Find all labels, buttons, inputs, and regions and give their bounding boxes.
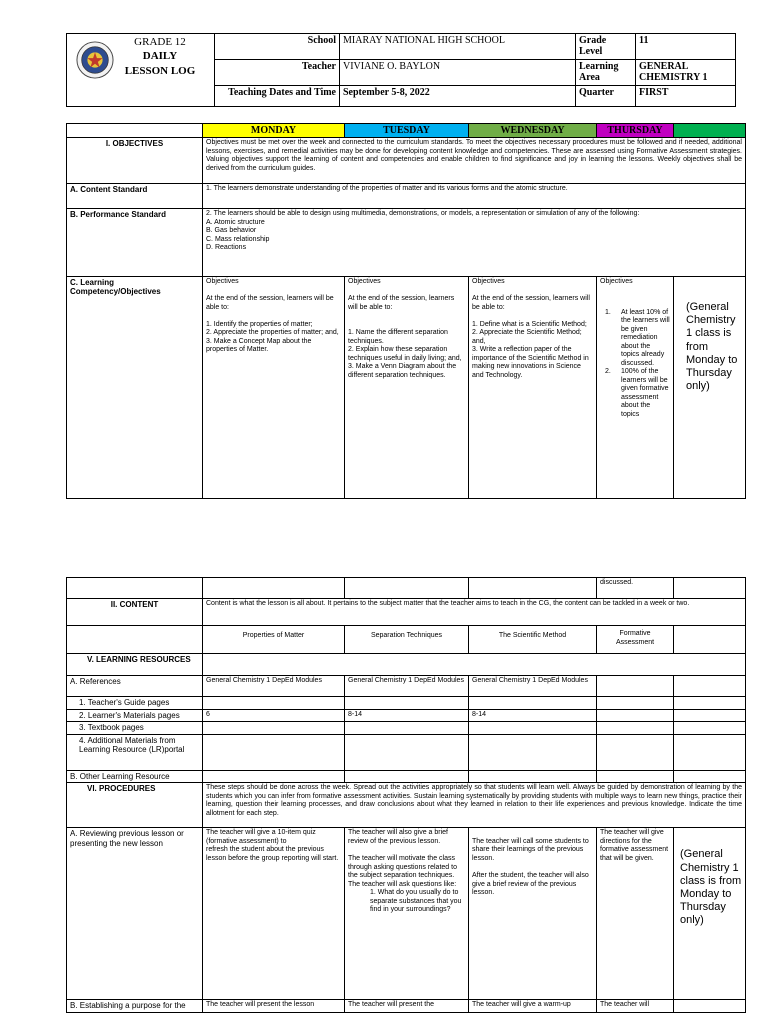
lm-wednesday: 8-14 bbox=[469, 709, 597, 722]
ref-wednesday: General Chemistry 1 DepEd Modules bbox=[469, 676, 597, 697]
procedures-text: These steps should be done across the week. Spread out the activities appropriately so that students will learn well. Always be guided by demonstration of learning by the students which you can infer from formative assessment activities. Sustain learning systematically by providing students with multiple ways to learn new things, practice their learning, question their learning processes, and draw conclusions about what they learned in relation to their life experiences and previous knowledge. Indicate the time allotment for each step. bbox=[203, 783, 746, 828]
thursday-objectives-title: Objectives bbox=[600, 278, 633, 285]
topic-thursday: Formative Assessment bbox=[597, 626, 674, 654]
topic-wednesday: The Scientific Method bbox=[469, 626, 597, 654]
resources-label: V. LEARNING RESOURCES bbox=[67, 654, 203, 676]
ref-tuesday: General Chemistry 1 DepEd Modules bbox=[345, 676, 469, 697]
thursday-item-1: At least 10% of the learners will be given remediation about the topics already discussed. bbox=[621, 308, 670, 367]
objectives-text: Objectives must be met over the week and connected to the curriculum standards. To meet the objectives necessary procedures must be followed and if needed, additional lessons, exercises, and remedial activities may be done for developing content knowledge and competencies. These are assessed using Formative Assessment strategies. Valuing objectives support the learning of content and competencies and enable children to find significance and joy in learning the lessons. Weekly objectives shall be derived from the curriculum guides. bbox=[203, 138, 746, 184]
review-monday: The teacher will give a 10-item quiz (formative assessment) to refresh the student about the previous lesson before the group reporting will start. bbox=[203, 828, 345, 1000]
content-standard-label: A. Content Standard bbox=[67, 184, 203, 209]
references-label: A. References bbox=[67, 676, 203, 697]
day-friday bbox=[674, 124, 746, 138]
class-schedule-note-2: (General Chemistry 1 class is from Monday to Thursday only) bbox=[674, 828, 746, 1000]
school-label: School bbox=[215, 34, 340, 60]
day-monday: MONDAY bbox=[203, 124, 345, 138]
topic-monday: Properties of Matter bbox=[203, 626, 345, 654]
lm-monday: 6 bbox=[203, 709, 345, 722]
teacher-label: Teacher bbox=[215, 60, 340, 86]
content-label: II. CONTENT bbox=[67, 599, 203, 626]
competency-label: C. Learning Competency/Objectives bbox=[67, 277, 203, 499]
ref-monday: General Chemistry 1 DepEd Modules bbox=[203, 676, 345, 697]
school-value: MIARAY NATIONAL HIGH SCHOOL bbox=[340, 34, 576, 60]
header-table bbox=[66, 33, 736, 107]
review-tuesday bbox=[345, 828, 469, 1000]
lm-tuesday: 8-14 bbox=[345, 709, 469, 722]
next-label: B. Establishing a purpose for the bbox=[67, 1000, 203, 1013]
learning-area-label: Learning Area bbox=[576, 60, 636, 86]
grade-level-label: Grade Level bbox=[576, 34, 636, 60]
topic-tuesday: Separation Techniques bbox=[345, 626, 469, 654]
review-tuesday-question: 1. What do you usually do to separate substances that you find in your surroundings? bbox=[370, 889, 462, 914]
other-resource-label: B. Other Learning Resource bbox=[67, 770, 203, 783]
quarter-label: Quarter bbox=[576, 86, 636, 107]
competency-wednesday: Objectives At the end of the session, learners will be able to: 1. Define what is a Scientific Method; 2. Appreciate the Scientific Method; and, 3. Write a reflection paper of the importance of the Scientific Method in making new innovations in Science and Technology. bbox=[469, 277, 597, 499]
next-tuesday: The teacher will present the bbox=[345, 1000, 469, 1013]
class-schedule-note: (General Chemistry 1 class is from Monday to Thursday only) bbox=[674, 277, 746, 499]
procedures-label: VI. PROCEDURES bbox=[67, 783, 203, 828]
grade-level-value: 11 bbox=[636, 34, 736, 60]
logo-cell bbox=[67, 34, 215, 107]
competency-thursday: Objectives 1. At least 10% of the learners will be given remediation about the topics already discussed. 2. 100% of the learners will be given formative assessment about the topics bbox=[597, 277, 674, 499]
day-wednesday: WEDNESDAY bbox=[469, 124, 597, 138]
tg-label: 1. Teacher's Guide pages bbox=[67, 697, 203, 710]
review-tuesday-text: The teacher will also give a brief review of the previous lesson. The teacher will motivate the class through asking questions related to the subject separation techniques. The teacher will ask questions like: bbox=[348, 829, 457, 888]
dates-label: Teaching Dates and Time bbox=[215, 86, 340, 107]
dates-value: September 5-8, 2022 bbox=[340, 86, 576, 107]
teacher-value: VIVIANE O. BAYLON bbox=[340, 60, 576, 86]
learning-area-value: GENERAL CHEMISTRY 1 bbox=[636, 60, 736, 86]
next-thursday: The teacher will bbox=[597, 1000, 674, 1013]
next-monday: The teacher will present the lesson bbox=[203, 1000, 345, 1013]
review-label: A. Reviewing previous lesson or presenting the new lesson bbox=[67, 828, 203, 1000]
thursday-item-2: 100% of the learners will be given formative assessment about the topics bbox=[621, 368, 669, 418]
daily-title: DAILY bbox=[142, 50, 178, 63]
corner-cell bbox=[67, 124, 203, 138]
objectives-label: I. OBJECTIVES bbox=[67, 138, 203, 184]
review-thursday: The teacher will give directions for the formative assessment that will be given. bbox=[597, 828, 674, 1000]
performance-standard-label: B. Performance Standard bbox=[67, 209, 203, 277]
continued-text: discussed. bbox=[597, 578, 674, 599]
review-wednesday: The teacher will call some students to share their learnings of the previous lesson. After the student, the teacher will also give a brief review of the previous lesson. bbox=[469, 828, 597, 1000]
competency-monday: Objectives At the end of the session, learners will be able to: 1. Identify the properties of matter; 2. Appreciate the properties of matter; and, 3. Make a Concept Map about the properties of Matter. bbox=[203, 277, 345, 499]
deped-seal-icon bbox=[76, 41, 114, 79]
day-tuesday: TUESDAY bbox=[345, 124, 469, 138]
lesson-log-title: LESSON LOG bbox=[124, 64, 196, 77]
quarter-value: FIRST bbox=[636, 86, 736, 107]
competency-tuesday: Objectives At the end of the session, learners will be able to: 1. Name the different separation techniques. 2. Explain how these separation techniques useful in daily living; and, 3. Make a Venn Diagram about the different separation techniques. bbox=[345, 277, 469, 499]
performance-standard-text: 2. The learners should be able to design using multimedia, demonstrations, or models, a representation or simulation of any of the following: A. Atomic structure B. Gas behavior C. Mass relationship D. Reactions bbox=[203, 209, 746, 277]
content-text: Content is what the lesson is all about. It pertains to the subject matter that the teacher aims to teach in the CG, the content can be tackled in a week or two. bbox=[203, 599, 746, 626]
lm-label: 2. Learner's Materials pages bbox=[67, 709, 203, 722]
lesson-table-continued bbox=[66, 577, 746, 1013]
am-label: 4. Additional Materials from Learning Resource (LR)portal bbox=[67, 734, 203, 770]
day-thursday: THURSDAY bbox=[597, 124, 674, 138]
tb-label: 3. Textbook pages bbox=[67, 722, 203, 735]
content-standard-text: 1. The learners demonstrate understanding of the properties of matter and its various forms and the atomic structure. bbox=[203, 184, 746, 209]
next-wednesday: The teacher will give a warm-up bbox=[469, 1000, 597, 1013]
grade-title: GRADE 12 bbox=[134, 36, 186, 48]
lesson-table bbox=[66, 123, 746, 499]
